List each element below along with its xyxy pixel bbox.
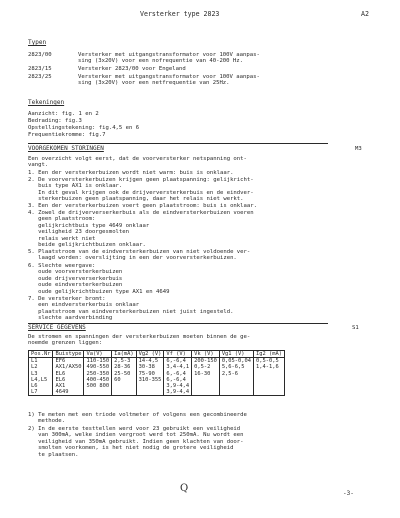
- drawing-line: Frequentiekromme: fig.7: [28, 132, 106, 138]
- table-cell: 2,5-3 28-36 25-50 60: [112, 358, 136, 396]
- document-title: Versterker type 2823: [140, 10, 220, 18]
- prior-ref: M3: [355, 146, 362, 152]
- page-code: A2: [361, 10, 369, 18]
- type-desc: Versterker 2823/00 voor Engeland: [78, 66, 186, 72]
- column-header: Va(V): [84, 351, 112, 358]
- handwritten-signature: Q: [180, 483, 189, 494]
- column-header: Pos.Nr: [29, 351, 53, 358]
- prior-intro: Een overzicht volgt eerst, dat de voorversterker netspanning ont- vangt.: [28, 156, 247, 169]
- service-intro: De stromen en spanningen der versterkerbuizen moeten binnen de ge- noemde grenzen liggen:: [28, 334, 251, 347]
- table-header-row: [29, 351, 285, 358]
- table-cell: 0,05-0,04 5,6-6,5 2,5-6: [219, 358, 253, 396]
- prior-item: 2. De voorversterkerbuizen krijgen geen plaatspanning: gelijkricht- buis type AX1 is onklaar. In dit geval krijgen ook de drijverversterkerbuis en de eindver- sterkerbuizen geen plaatspanning, daar het relais niet werkt.: [28, 177, 254, 203]
- prior-item: 1. Een der versterkerbuizen wordt niet warm: buis is onklaar.: [28, 170, 234, 176]
- prior-item: 6. Slechte weergave: oude voorversterkerbuizen oude drijververserkerbuis oude eindversterkerbuizen oude gelijkrichtbuizen type AX1 en 4649: [28, 263, 170, 295]
- prior-item: 3. Een der versterkerbuizen voert geen plaatstroom: buis is onklaar.: [28, 203, 258, 209]
- column-header: Vg2 (V): [136, 351, 164, 358]
- drawing-line: Opstellingstekening: fig.4,5 en 6: [28, 125, 140, 131]
- type-code: 2823/00: [28, 52, 52, 58]
- table-cell: 14-4,5 30-38 75-90 310-355: [136, 358, 164, 396]
- prior-item: 5. Plaatstroom van de eindversterkerbuizen van niet voldoende ver- laagd worden: overslijting in een der voorversterkerbuizen.: [28, 249, 251, 262]
- column-header: Vf (V): [164, 351, 192, 358]
- table-cell: 6,-6,4 3,4-4,1 6,-6,4 6,-6,4 3,9-4,4 3,9-4,4: [164, 358, 192, 396]
- type-desc: Versterker met uitgangstransformator voor 100V aanpas- sing (3x20V) voor een netfrequentie van 25Hz.: [78, 74, 260, 87]
- footnote: 1) Te meten met een triode voltmeter of volgens een gecombineerde methode.: [28, 412, 247, 425]
- measurement-table: [28, 350, 285, 396]
- table-cell: EF6 AX1/AX50 EL6 EL6 AX1 4649: [53, 358, 84, 396]
- column-header: Vg1 (V): [219, 351, 253, 358]
- table-cell: 0,5-0,5 1,4-1,6: [254, 358, 285, 396]
- table-cell: 200-150 0,5-2 16-30: [192, 358, 220, 396]
- column-header: Buistype: [53, 351, 84, 358]
- drawing-line: Bedrading: fig.3: [28, 118, 82, 124]
- table-cell: 110-150 490-550 250-350 400-450 500 800: [84, 358, 112, 396]
- prior-item: 4. Zowel de drijververserkerbuis als de eindversterkerbuizen voeren geen plaatstroom: gelijkrichtbuis type 4649 onklaar veiligheid 23 doorgesmolten relais werkt niet beide gelijkrichtbuizen onklaar.: [28, 210, 254, 249]
- prior-item: 7. De versterker bromt: een eindversterkerbuis onklaar plaatstroom van eindversterkerbuizen niet juist ingesteld. slechte aardverbinding: [28, 296, 234, 322]
- type-code: 2823/15: [28, 66, 52, 72]
- column-header: Ig2 (mA): [254, 351, 285, 358]
- prior-heading: VOORGEKOMEN STORINGEN: [28, 145, 104, 152]
- column-header: Ia(mA): [112, 351, 136, 358]
- table-row: [29, 358, 285, 396]
- drawing-line: Aanzicht: fig. 1 en 2: [28, 111, 99, 117]
- footnote: 2) In de eerste testtellen werd voor 23 gebruikt een veiligheid van 300mA, welke indien vergroot werd tot 250mA. Nu wordt een veiligheid van 350mA gebruikt. Indien geen klachten van door- smolten voorkomen, is het niet nodig de grotere veiligheid te plaatsen.: [28, 426, 244, 458]
- drawings-heading: Tekeningen: [28, 99, 65, 106]
- table-cell: L1 L2 L3 L4,L5 L6 L7: [29, 358, 53, 396]
- service-heading: SERVICE GEGEVENS: [28, 324, 86, 331]
- types-heading: Typen: [28, 39, 47, 46]
- type-desc: Versterker met uitgangstransformator voor 100V aanpas- sing (3x20V) voor een nofrequentie van 40-200 Hz.: [78, 52, 260, 65]
- column-header: Vk (V): [192, 351, 220, 358]
- type-code: 2823/25: [28, 74, 52, 80]
- page-number: -3-: [343, 490, 354, 497]
- section-rule: [28, 143, 328, 144]
- service-ref: S1: [352, 325, 359, 331]
